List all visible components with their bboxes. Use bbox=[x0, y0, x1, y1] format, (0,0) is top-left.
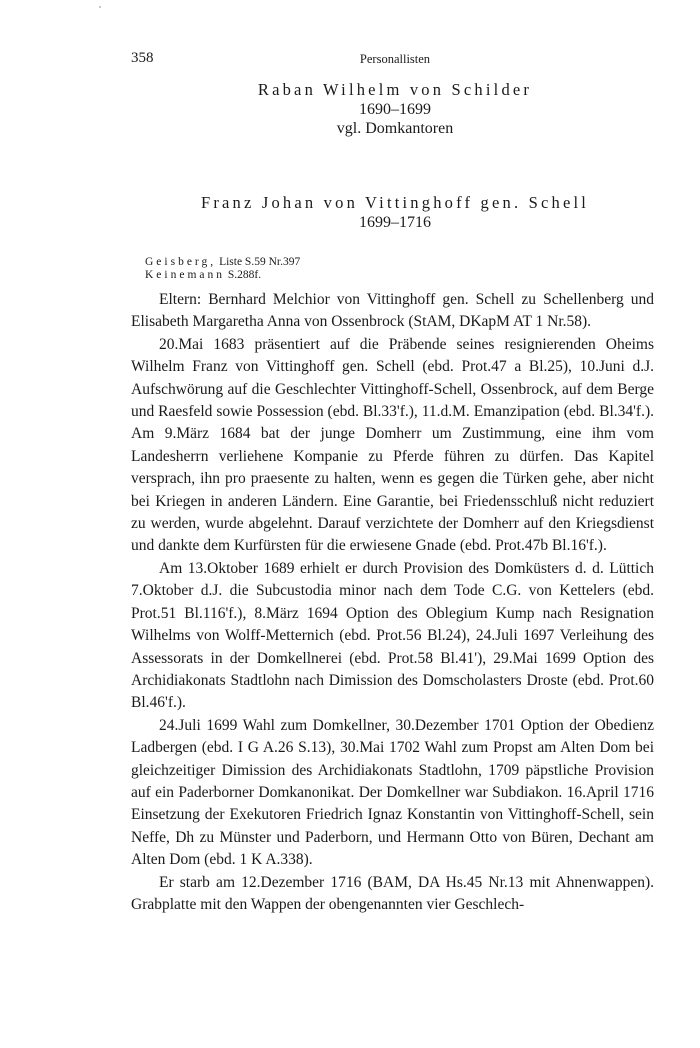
reference-detail: S.288f. bbox=[227, 269, 262, 281]
reference-line bbox=[145, 256, 300, 269]
entry-heading-schilder bbox=[120, 80, 670, 139]
entry-name: Franz Johan von Vittinghoff gen. Schell bbox=[200, 193, 590, 212]
entry-heading-vittinghoff bbox=[120, 193, 670, 232]
page-number: 358 bbox=[131, 50, 154, 66]
paragraph: 20.Mai 1683 präsentiert auf die Präbende seines resignierenden Oheims Wilhelm Franz von Vittinghoff gen. Schell (ebd. Prot.47 a Bl.25), 10.Juni d.J. Aufschwörung auf die Geschlechter Vittinghoff-Schell, Ossenbrock, auf dem Berge und Raesfeld sowie Possession (ebd. Bl.33'f.), 11.d.M. Emanzipation (ebd. Bl.34'f.). Am 9.März 1684 bat der junge Domherr um Zustimmung, eine ihm vom Landesherrn verliehene Kompanie zu Pferde führen zu dürfen. Das Kapitel versprach, ihn pro praesente zu halten, wenn es gegen die Türken gehe, aber nicht bei Kriegen in anderen Ländern. Eine Garantie, bei Friedensschluß nicht reduziert zu werden, wurde abgelehnt. Darauf verzichtete der Domherr auf den Kriegsdienst und dankte dem Kurfürsten für die erwiesene Gnade (ebd. Prot.47b Bl.16'f.). bbox=[131, 335, 654, 555]
entry-years: 1690–1699 bbox=[359, 100, 431, 118]
scan-speck bbox=[99, 6, 101, 8]
reference-author: Keinemann bbox=[145, 269, 226, 281]
reference-detail: Liste S.59 Nr.397 bbox=[219, 256, 301, 268]
paragraph: 24.Juli 1699 Wahl zum Domkellner, 30.Dezember 1701 Option der Obedienz Ladbergen (ebd. I G A.26 S.13), 30.Mai 1702 Wahl zum Propst am Alten Dom bei gleichzeitiger Dimission des Archidiakonats Stadtlohn, 1709 päpstliche Provision auf ein Paderborner Domkanonikat. Der Domkellner war Subdiakon. 16.April 1716 Einsetzung der Exekutoren Friedrich Ignaz Konstantin von Vittinghoff-Schell, sein Neffe, Dh zu Münster und Paderborn, und Hermann Otto von Büren, Dechant am Alten Dom (ebd. 1 K A.338). bbox=[131, 716, 654, 869]
paragraph: Am 13.Oktober 1689 erhielt er durch Provision des Domküsters d. d. Lüttich 7.Oktober d.J. die Subcustodia minor nach dem Tode C.G. von Kettelers (ebd. Prot.51 Bl.116'f.), 8.März 1694 Option des Oblegium Kump nach Resignation Wilhelms von Wolff-Metternich (ebd. Prot.56 Bl.24), 24.Juli 1697 Verleihung des Assessorats in der Domkellnerei (ebd. Prot.58 Bl.41'), 29.Mai 1699 Option des Archidiakonats Stadtlohn nach Dimission des Domscholasters Droste (ebd. Prot.60 Bl.46'f.). bbox=[131, 559, 654, 712]
paragraph: Eltern: Bernhard Melchior von Vittinghoff gen. Schell zu Schellenberg und Elisabeth Margaretha Anna von Ossenbrock (StAM, DKapM AT 1 Nr.58). bbox=[131, 291, 654, 331]
entry-name: Raban Wilhelm von Schilder bbox=[257, 80, 533, 99]
literature-references bbox=[145, 256, 300, 282]
reference-line bbox=[145, 269, 300, 282]
biography-text bbox=[131, 289, 654, 916]
entry-note: vgl. Domkantoren bbox=[336, 120, 454, 137]
running-head: Personallisten bbox=[359, 52, 431, 66]
entry-years: 1699–1716 bbox=[359, 213, 431, 231]
paragraph: Er starb am 12.Dezember 1716 (BAM, DA Hs.45 Nr.13 mit Ahnenwappen). Grabplatte mit den Wappen der obengenannten vier Geschlech- bbox=[131, 873, 654, 913]
reference-author: Geisberg, bbox=[145, 256, 217, 268]
